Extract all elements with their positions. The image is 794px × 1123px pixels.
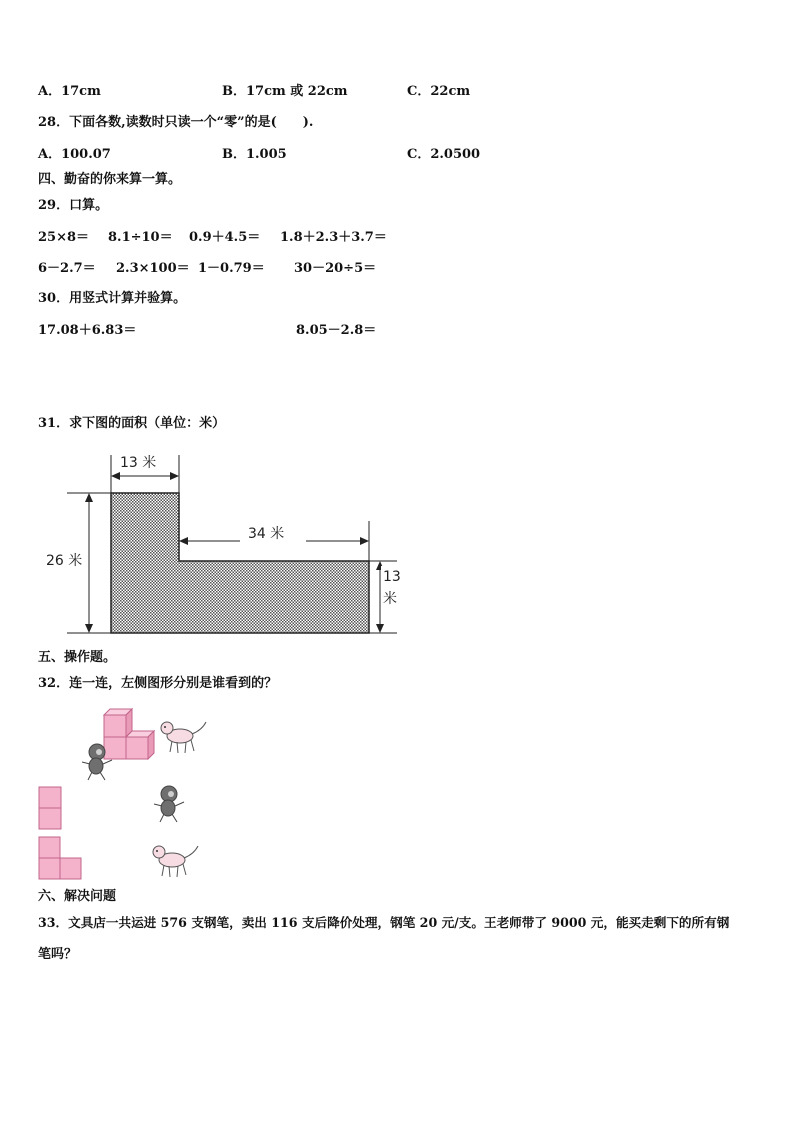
q29-item: 6－2.7＝ bbox=[38, 261, 96, 276]
q30-item: 8.05－2.8＝ bbox=[296, 323, 377, 338]
view-shape-1 bbox=[38, 786, 64, 832]
q28-stem: 28．下面各数,读数时只读一个“零”的是( ). bbox=[38, 115, 314, 130]
q27-option-b: B．17cm 或 22cm bbox=[222, 84, 348, 99]
label-13-top: 13 米 bbox=[120, 455, 157, 471]
q29-item: 8.1÷10＝ bbox=[108, 230, 173, 245]
q27-option-c: C．22cm bbox=[407, 84, 471, 99]
q33-line-1: 33．文具店一共运进 576 支钢笔，卖出 116 支后降价处理，钢笔 20 元/支。王老师带了 9000 元，能买走剩下的所有钢 bbox=[38, 915, 730, 930]
q32-stem: 32．连一连，左侧图形分别是谁看到的？ bbox=[38, 676, 278, 691]
q29-stem: 29．口算。 bbox=[38, 198, 109, 213]
q28-option-c: C．2.0500 bbox=[407, 147, 481, 162]
section-4-heading: 四、勤奋的你来算一算。 bbox=[38, 172, 182, 187]
label-13-right-num: 13 bbox=[383, 569, 401, 585]
label-34: 34 米 bbox=[248, 526, 285, 542]
q28-option-b: B．1.005 bbox=[222, 147, 287, 162]
monkey-icon bbox=[152, 784, 188, 824]
monkey-icon bbox=[80, 742, 116, 782]
view-shape-2 bbox=[38, 836, 84, 880]
dog-icon bbox=[158, 716, 208, 756]
dog-icon bbox=[150, 840, 200, 880]
q33-line-2: 笔吗？ bbox=[38, 947, 78, 962]
q29-item: 1.8＋2.3＋3.7＝ bbox=[280, 230, 387, 245]
q29-item: 30－20÷5＝ bbox=[294, 261, 377, 276]
section-5-heading: 五、操作题。 bbox=[38, 650, 117, 665]
q30-stem: 30．用竖式计算并验算。 bbox=[38, 291, 187, 306]
q29-item: 1－0.79＝ bbox=[198, 261, 265, 276]
q29-item: 2.3×100＝ bbox=[116, 261, 190, 276]
q31-stem: 31．求下图的面积（单位：米） bbox=[38, 416, 226, 431]
q29-item: 0.9＋4.5＝ bbox=[189, 230, 261, 245]
label-26: 26 米 bbox=[46, 553, 83, 569]
area-figure bbox=[0, 440, 420, 646]
section-6-heading: 六、解决问题 bbox=[38, 889, 117, 904]
q30-item: 17.08＋6.83＝ bbox=[38, 323, 137, 338]
q29-item: 25×8＝ bbox=[38, 230, 90, 245]
q27-option-a: A．17cm bbox=[38, 84, 101, 99]
q28-option-a: A．100.07 bbox=[38, 147, 111, 162]
l-shape-region bbox=[111, 493, 369, 633]
label-13-right-unit: 米 bbox=[383, 591, 397, 607]
